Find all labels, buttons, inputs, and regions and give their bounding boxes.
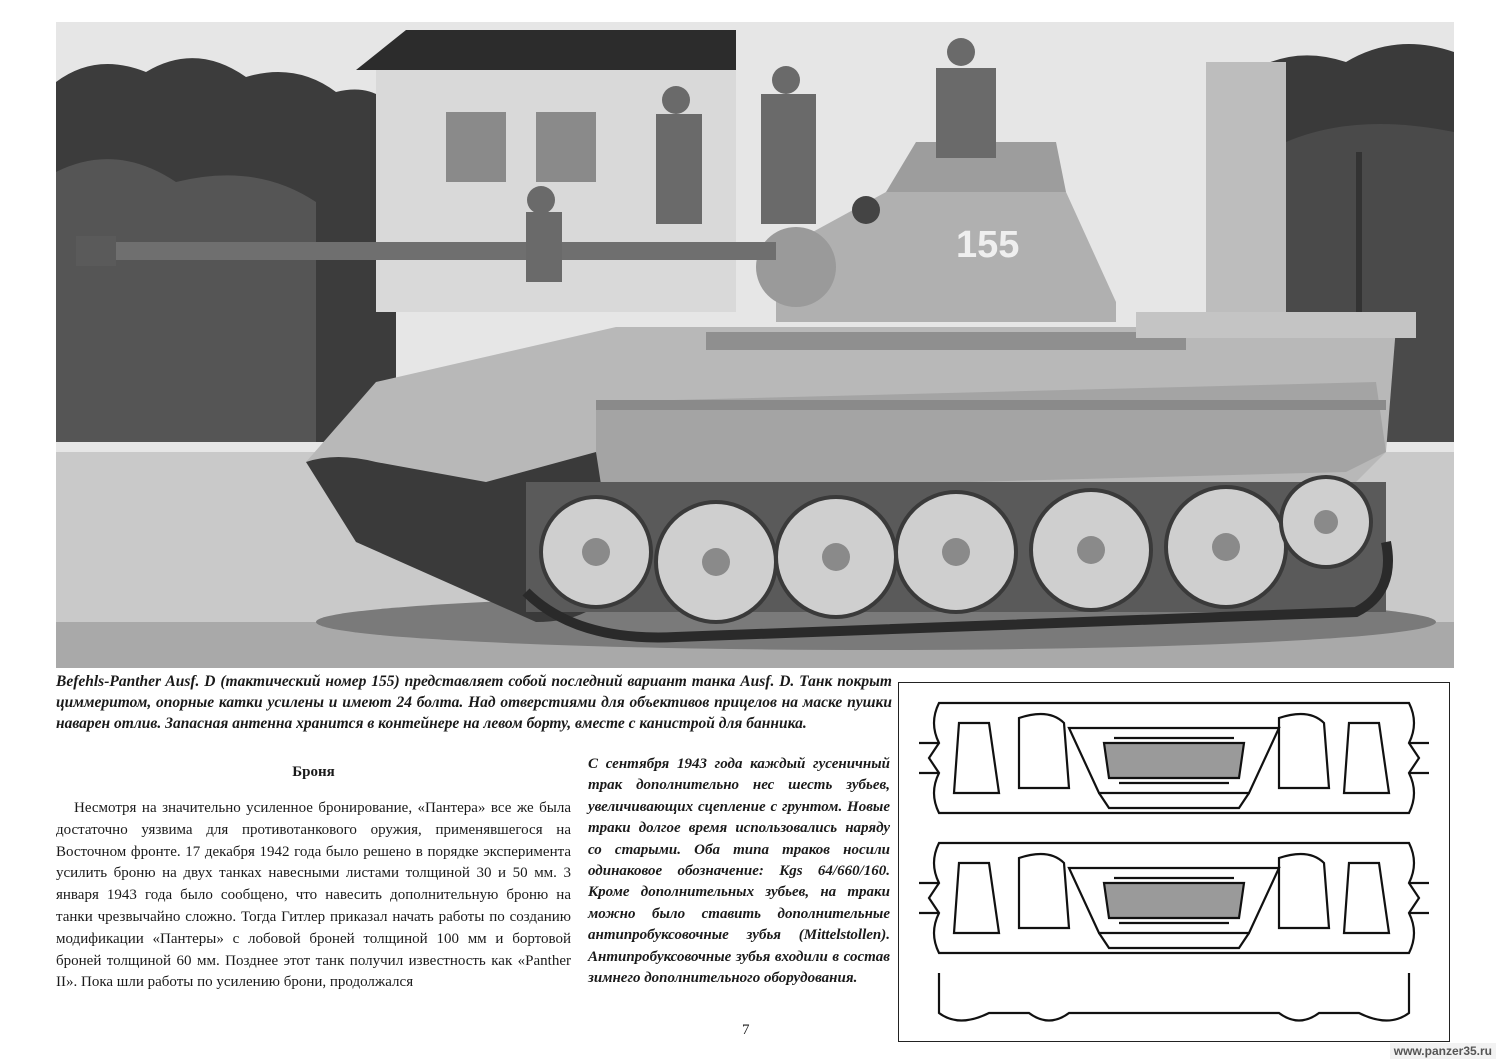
track-link-lower (919, 843, 1429, 953)
track-link-upper (919, 703, 1429, 813)
tactical-number: 155 (956, 224, 1020, 266)
page-number: 7 (742, 1022, 750, 1038)
photo-caption: Befehls-Panther Ausf. D (тактический номер 155) представляет собой последний вариант танка Ausf. D. Танк покрыт циммеритом, опорные катки усилены и имеют 24 болта. Над отверстиями для объективов прицелов на маске пушки наварен отлив. Запасная антенна хранится в контейнере на левом борту, вместе с канистрой для банника. (56, 673, 892, 732)
body-text-right: С сентября 1943 года каждый гусеничный трак дополнительно нес шесть зубьев, увеличивающих сцепление с грунтом. Новые траки долгое время использовались наряду со старыми. Оба типа траков носили одинаковое обозначение: Kgs 64/660/160. Кроме дополнительных зубьев, на траки можно было ставить дополнительные антипробуксовочные зубья (Mittelstollen). Антипробуксовочные зубья входили в состав зимнего дополнительного оборудования. (588, 756, 890, 987)
section-heading: Броня (292, 764, 335, 780)
tank-photo (56, 22, 1454, 668)
body-text-left: Несмотря на значительно усиленное бронирование, «Пантера» все же была достаточно уязвима для противотанкового оружия, применявшегося на Восточном фронте. 17 декабря 1942 года было решено в порядке эксперимента усилить броню на двух танках навесными листами толщиной 30 и 50 мм. 3 января 1943 года было сообщено, что навесить дополнительную броню на танки чрезвычайно сложно. Тогда Гитлер приказал начать работы по созданию модификации «Пантеры» с лобовой броней толщиной 100 мм и бортовой броней толщиной 60 мм. Позднее этот танк получил известность как «Panther II». Пока шли работы по усилению брони, продолжался (56, 800, 571, 991)
watermark-text: www.panzer35.ru (1390, 1043, 1496, 1059)
track-link-diagram (898, 682, 1450, 1042)
